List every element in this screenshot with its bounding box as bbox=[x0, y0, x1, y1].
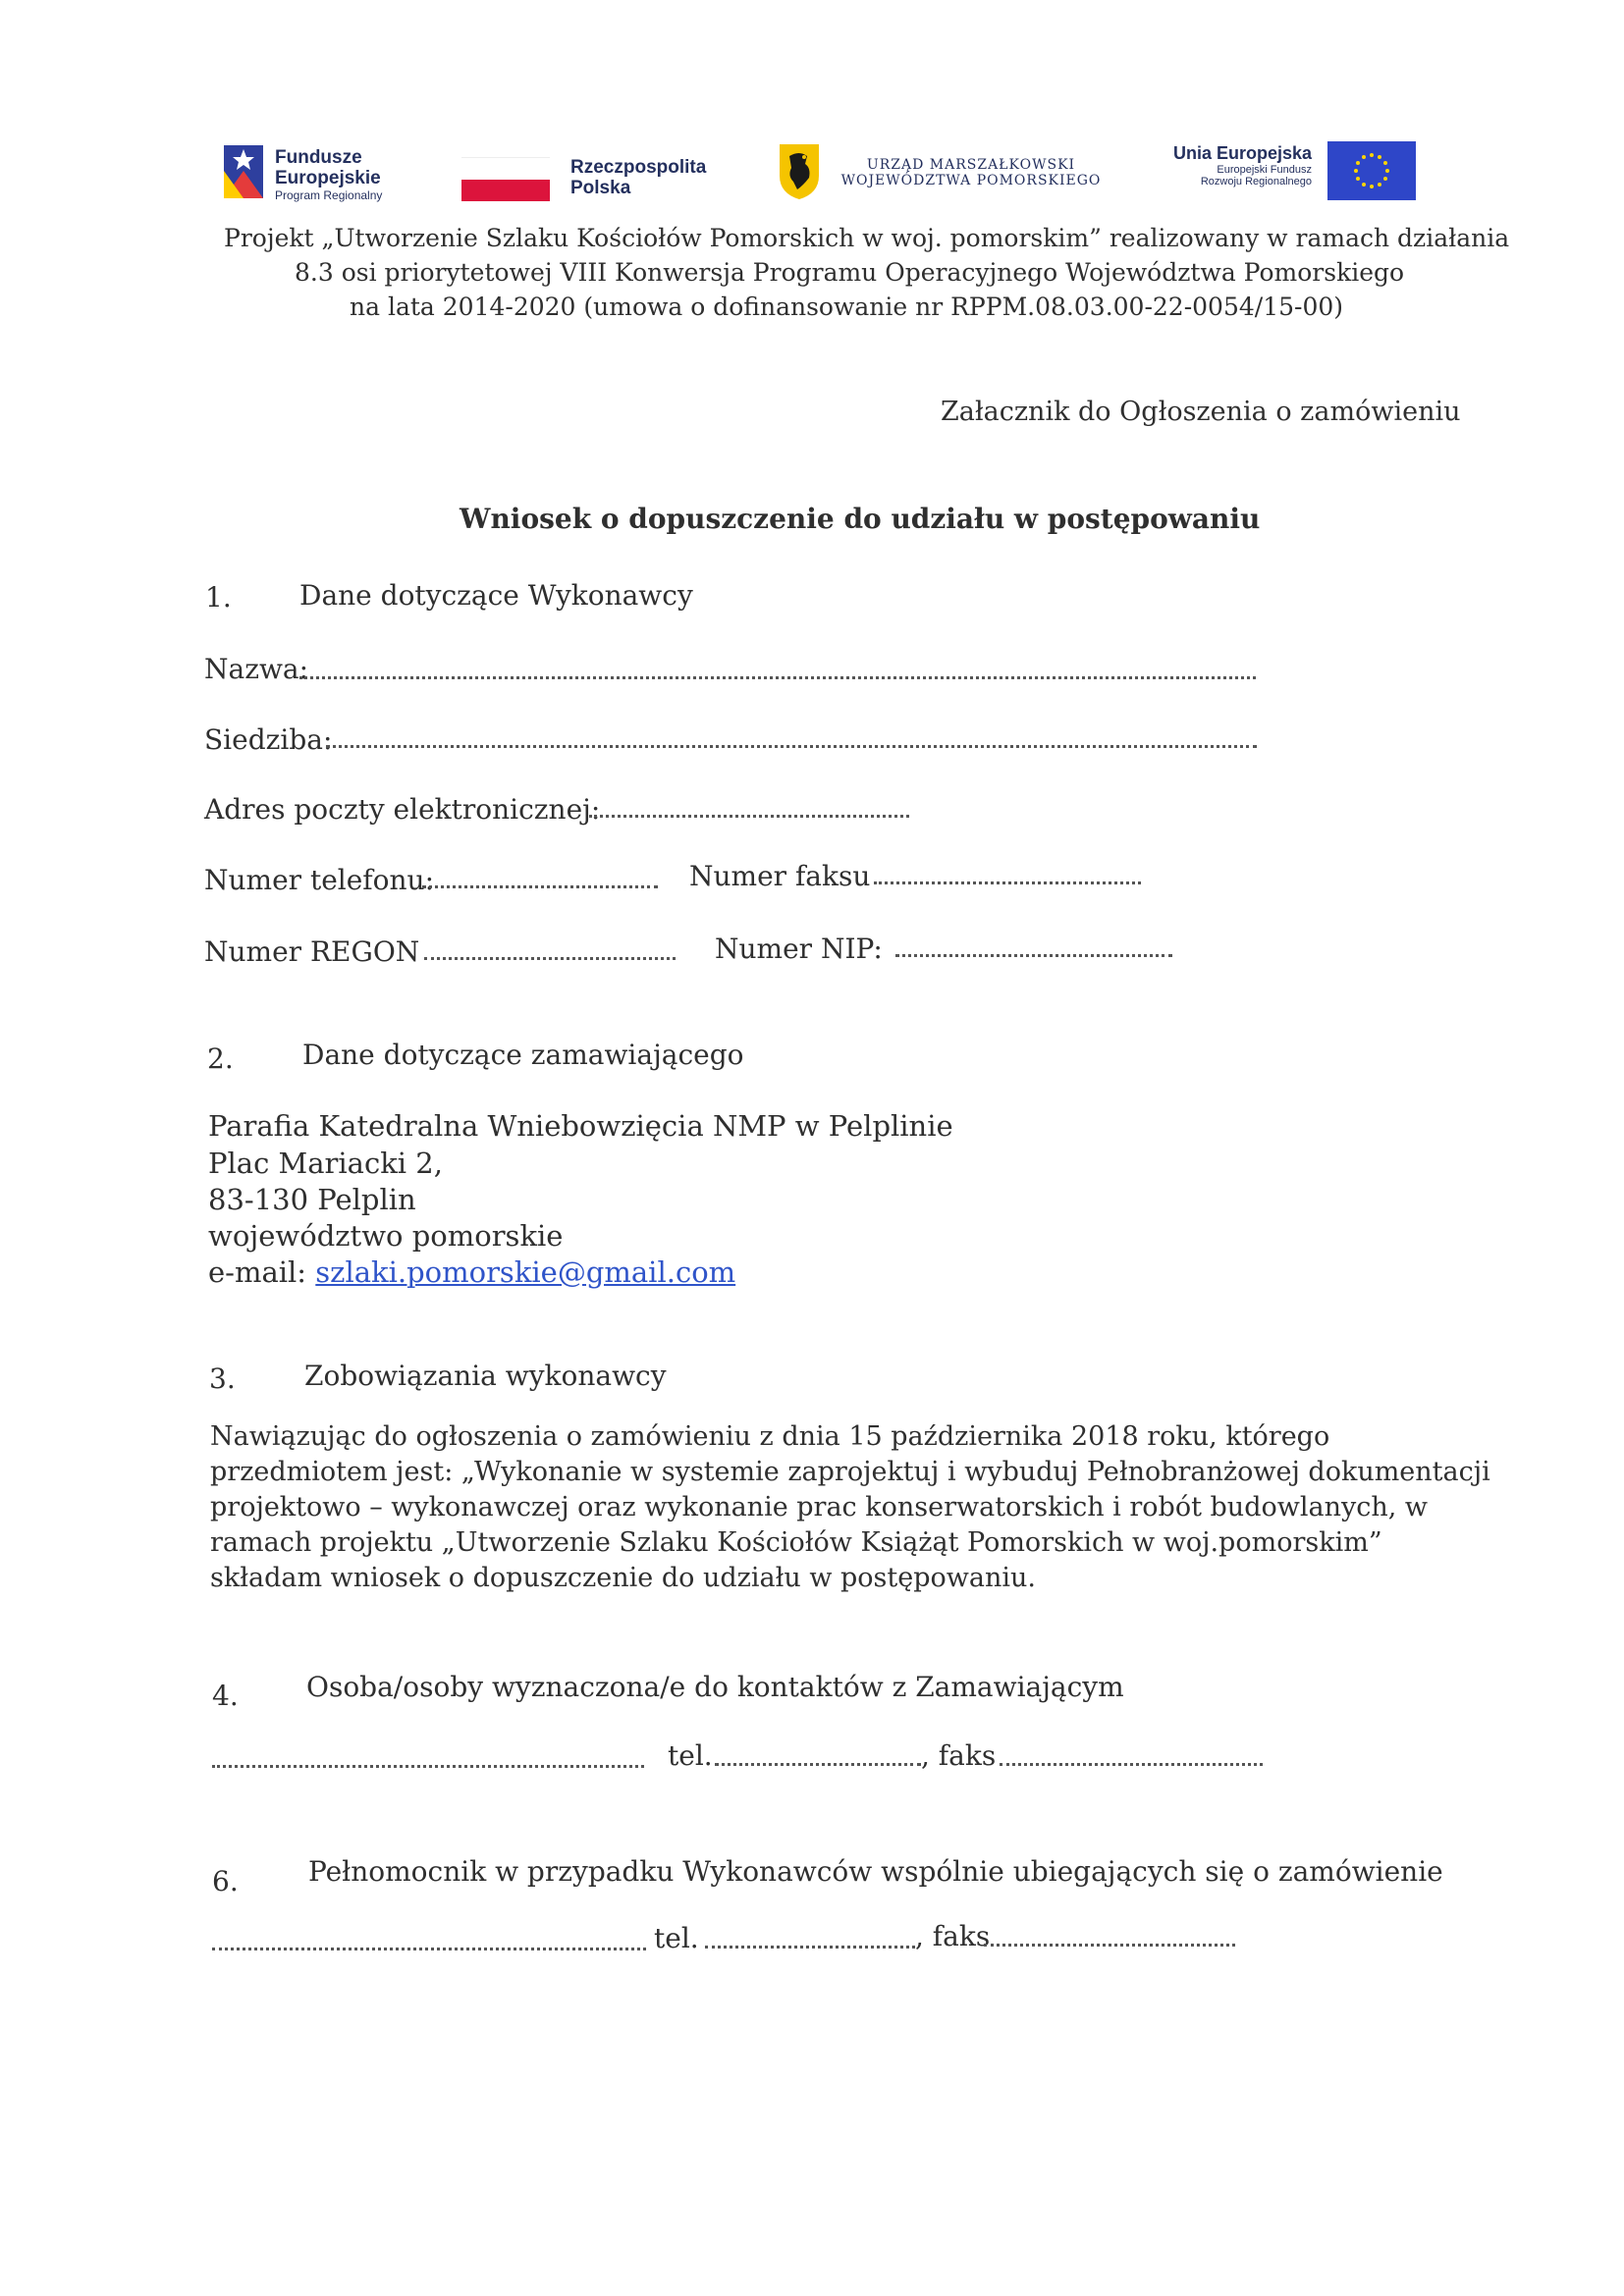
representative-field[interactable] bbox=[212, 1948, 646, 1950]
commitment-line-3: projektowo – wykonawczej oraz wykonanie prac konserwatorskich i robót budowlanych, w bbox=[210, 1492, 1429, 1522]
faks-field[interactable] bbox=[874, 881, 1141, 884]
representative-faks-field[interactable] bbox=[984, 1944, 1235, 1947]
ue-logo-text: Unia Europejska Europejski Fundusz Rozwoju Regionalnego bbox=[1172, 143, 1312, 187]
project-info-line-1: Projekt „Utworzenie Szlaku Kościołów Pomorskich w woj. pomorskim” realizowany w ramach działania bbox=[224, 224, 1510, 252]
polish-flag-icon bbox=[461, 157, 550, 200]
contact-tel-label: tel. bbox=[668, 1739, 713, 1772]
faks-label: Numer faksu bbox=[689, 860, 871, 892]
logo-bar bbox=[0, 0, 1624, 226]
section-3-number: 3. bbox=[209, 1362, 236, 1395]
contact-faks-field[interactable] bbox=[1000, 1763, 1263, 1766]
zamawiajacy-street: Plac Mariacki 2, bbox=[208, 1147, 443, 1180]
project-info-line-3: na lata 2014-2020 (umowa o dofinansowanie nr RPPM.08.03.00-22-0054/15-00) bbox=[350, 293, 1344, 321]
nip-label: Numer NIP: bbox=[715, 933, 883, 965]
nazwa-label: Nazwa: bbox=[204, 653, 309, 685]
document-title: Wniosek o dopuszczenie do udziału w postępowaniu bbox=[460, 503, 1261, 535]
section-4-number: 4. bbox=[212, 1680, 239, 1712]
zamawiajacy-email-row bbox=[208, 1255, 735, 1289]
section-4-heading: Osoba/osoby wyznaczona/e do kontaktów z Zamawiającym bbox=[306, 1671, 1124, 1703]
rp-logo-text: Rzeczpospolita Polska bbox=[570, 157, 707, 198]
commitment-line-2: przedmiotem jest: „Wykonanie w systemie zaprojektuj i wybuduj Pełnobranżowej dokumentacji bbox=[210, 1457, 1490, 1487]
um-logo-text: URZĄD MARSZAŁKOWSKI WOJEWÓDZTWA POMORSKIEGO bbox=[840, 157, 1102, 188]
section-6-number: 6. bbox=[212, 1865, 239, 1897]
griffin-emblem-icon bbox=[778, 142, 821, 201]
siedziba-label: Siedziba: bbox=[204, 723, 333, 756]
section-2-number: 2. bbox=[207, 1042, 234, 1075]
zamawiajacy-voivodeship: województwo pomorskie bbox=[208, 1219, 564, 1253]
section-1-number: 1. bbox=[205, 581, 232, 614]
project-info-line-2: 8.3 osi priorytetowej VIII Konwersja Programu Operacyjnego Województwa Pomorskiego bbox=[295, 258, 1405, 287]
regon-field[interactable] bbox=[424, 957, 676, 960]
contact-tel-field[interactable] bbox=[715, 1763, 921, 1766]
fe-logo-text: Fundusze Europejskie Program Regionalny bbox=[275, 147, 383, 202]
fe-logo-icon bbox=[218, 141, 267, 202]
zamawiajacy-postal: 83-130 Pelplin bbox=[208, 1183, 416, 1216]
commitment-line-4: ramach projektu „Utworzenie Szlaku Kościołów Książąt Pomorskich w woj.pomorskim” bbox=[210, 1527, 1382, 1558]
regon-label: Numer REGON bbox=[204, 935, 420, 968]
telefon-label: Numer telefonu: bbox=[204, 864, 435, 896]
representative-tel-label: tel. bbox=[654, 1922, 699, 1954]
contact-faks-label: , faks bbox=[921, 1739, 997, 1772]
zamawiajacy-name: Parafia Katedralna Wniebowzięcia NMP w Pelplinie bbox=[208, 1109, 953, 1143]
contact-person-field[interactable] bbox=[212, 1765, 644, 1768]
section-6-heading: Pełnomocnik w przypadku Wykonawców wspólnie ubiegających się o zamówienie bbox=[308, 1855, 1443, 1888]
commitment-line-1: Nawiązując do ogłoszenia o zamówieniu z dnia 15 października 2018 roku, którego bbox=[210, 1421, 1330, 1452]
section-3-heading: Zobowiązania wykonawcy bbox=[304, 1360, 667, 1392]
section-2-heading: Dane dotyczące zamawiającego bbox=[302, 1039, 744, 1071]
telefon-field[interactable] bbox=[422, 885, 658, 888]
email-field[interactable] bbox=[589, 815, 909, 818]
attachment-note: Załacznik do Ogłoszenia o zamówieniu bbox=[941, 397, 1461, 427]
nazwa-field[interactable] bbox=[299, 676, 1256, 679]
representative-tel-field[interactable] bbox=[705, 1946, 915, 1949]
email-link[interactable]: szlaki.pomorskie@gmail.com bbox=[315, 1255, 736, 1289]
eu-flag-icon bbox=[1327, 141, 1416, 200]
siedziba-field[interactable] bbox=[326, 745, 1257, 748]
nip-field[interactable] bbox=[895, 954, 1172, 957]
section-1-heading: Dane dotyczące Wykonawcy bbox=[299, 579, 693, 612]
commitment-line-5: składam wniosek o dopuszczenie do udziału w postępowaniu. bbox=[210, 1563, 1036, 1593]
email-label: Adres poczty elektronicznej: bbox=[204, 793, 601, 826]
representative-faks-label: , faks bbox=[915, 1920, 991, 1952]
email-label-2: e-mail: bbox=[208, 1255, 307, 1289]
